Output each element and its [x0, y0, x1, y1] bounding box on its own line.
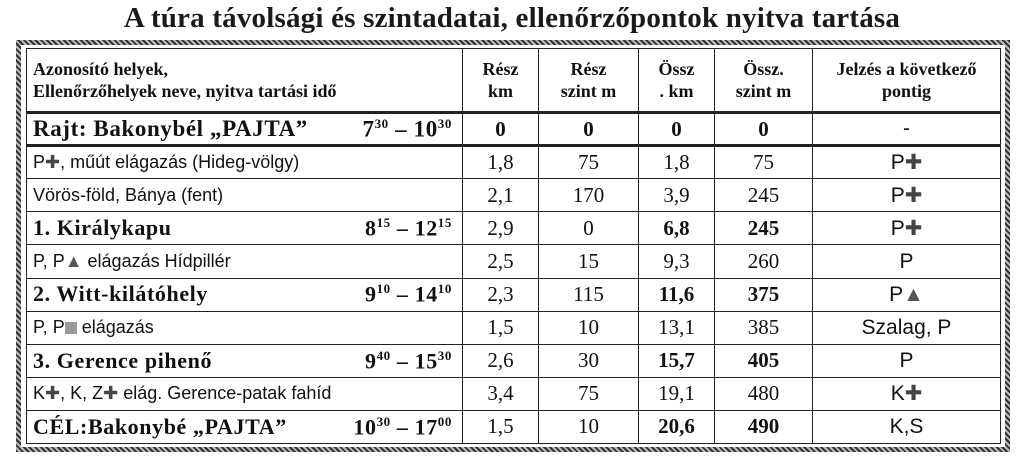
- waypoint-name: P, P▲ elágazás Hídpillér: [27, 245, 463, 278]
- opening-hours: $10^{30} - 17^{00}$: [353, 413, 452, 440]
- triangle-icon: ▲: [903, 282, 924, 306]
- header-sum-km: Össz . km: [639, 49, 715, 113]
- square-icon: [65, 322, 77, 334]
- checkpoint-name: CÉL:Bakonybé „PAJTA” $10^{30} - 17^{00}$: [27, 410, 463, 443]
- cross-icon: ✚: [103, 383, 119, 404]
- opening-hours: $7^{30} - 10^{30}$: [362, 115, 452, 142]
- checkpoint-name: Rajt: Bakonybél „PAJTA” $7^{30} - 10^{30}$: [27, 113, 463, 146]
- header-row: [27, 49, 1001, 113]
- opening-hours: $8^{15} - 12^{15}$: [364, 215, 452, 241]
- header-part-level: Rész szint m: [539, 49, 639, 113]
- triangle-icon: ▲: [64, 251, 83, 271]
- page-title: A túra távolsági és szintadatai, ellenőrzőpontok nyitva tartása: [123, 2, 901, 34]
- table-row: P, P elágazás 1,5 10 13,1 385 Szalag, P: [27, 311, 1001, 344]
- checkpoint-name: 3. Gerence pihenő $9^{40} - 15^{30}$: [27, 344, 463, 377]
- waypoint-name: P, P elágazás: [27, 311, 463, 344]
- table-row: 2. Witt-kilátóhely $9^{10} - 14^{10}$ 2,3 115 11,6 375 P▲: [27, 278, 1001, 311]
- waypoint-name: P✚, műút elágazás (Hideg-völgy): [27, 146, 463, 179]
- table-row: Rajt: Bakonybél „PAJTA” $7^{30} - 10^{30}$ 0 0 0 0 -: [27, 113, 1001, 146]
- table-row: CÉL:Bakonybé „PAJTA” $10^{30} - 17^{00}$ 1,5 10 20,6 490 K,S: [27, 410, 1001, 443]
- tour-data-table: [26, 48, 1001, 444]
- table-row: 3. Gerence pihenő $9^{40} - 15^{30}$ 2,6 30 15,7 405 P: [27, 344, 1001, 377]
- header-sum-level: Össz. szint m: [715, 49, 813, 113]
- table-row: 1. Királykapu $8^{15} - 12^{15}$ 2,9 0 6,8 245 P✚: [27, 212, 1001, 245]
- opening-hours: $9^{10} - 14^{10}$: [364, 281, 452, 307]
- cross-icon: ✚: [904, 151, 923, 175]
- table-row: K✚, K, Z✚ elág. Gerence-patak fahíd 3,4 75 19,1 480 K✚: [27, 377, 1001, 410]
- header-part-km: Rész km: [463, 49, 539, 113]
- table-row: Vörös-föld, Bánya (fent) 2,1 170 3,9 245 P✚: [27, 179, 1001, 212]
- table-row: P✚, műút elágazás (Hideg-völgy) 1,8 75 1,8 75 P✚: [27, 146, 1001, 179]
- waypoint-name: K✚, K, Z✚ elág. Gerence-patak fahíd: [27, 377, 463, 410]
- checkpoint-name: 1. Királykapu $8^{15} - 12^{15}$: [27, 212, 463, 245]
- opening-hours: $9^{40} - 15^{30}$: [364, 347, 452, 373]
- cross-icon: ✚: [904, 216, 923, 240]
- header-mark: Jelzés a következő pontig: [813, 49, 1001, 113]
- cross-icon: ✚: [45, 383, 61, 404]
- header-name: Azonosító helyek, Ellenőrzőhelyek neve, nyitva tartási idő: [27, 49, 463, 113]
- waypoint-name: Vörös-föld, Bánya (fent): [27, 179, 463, 212]
- cross-icon: ✚: [904, 382, 923, 406]
- cross-icon: ✚: [45, 152, 61, 173]
- checkpoint-name: 2. Witt-kilátóhely $9^{10} - 14^{10}$: [27, 278, 463, 311]
- cross-icon: ✚: [904, 183, 923, 207]
- table-row: P, P▲ elágazás Hídpillér 2,5 15 9,3 260 P: [27, 245, 1001, 278]
